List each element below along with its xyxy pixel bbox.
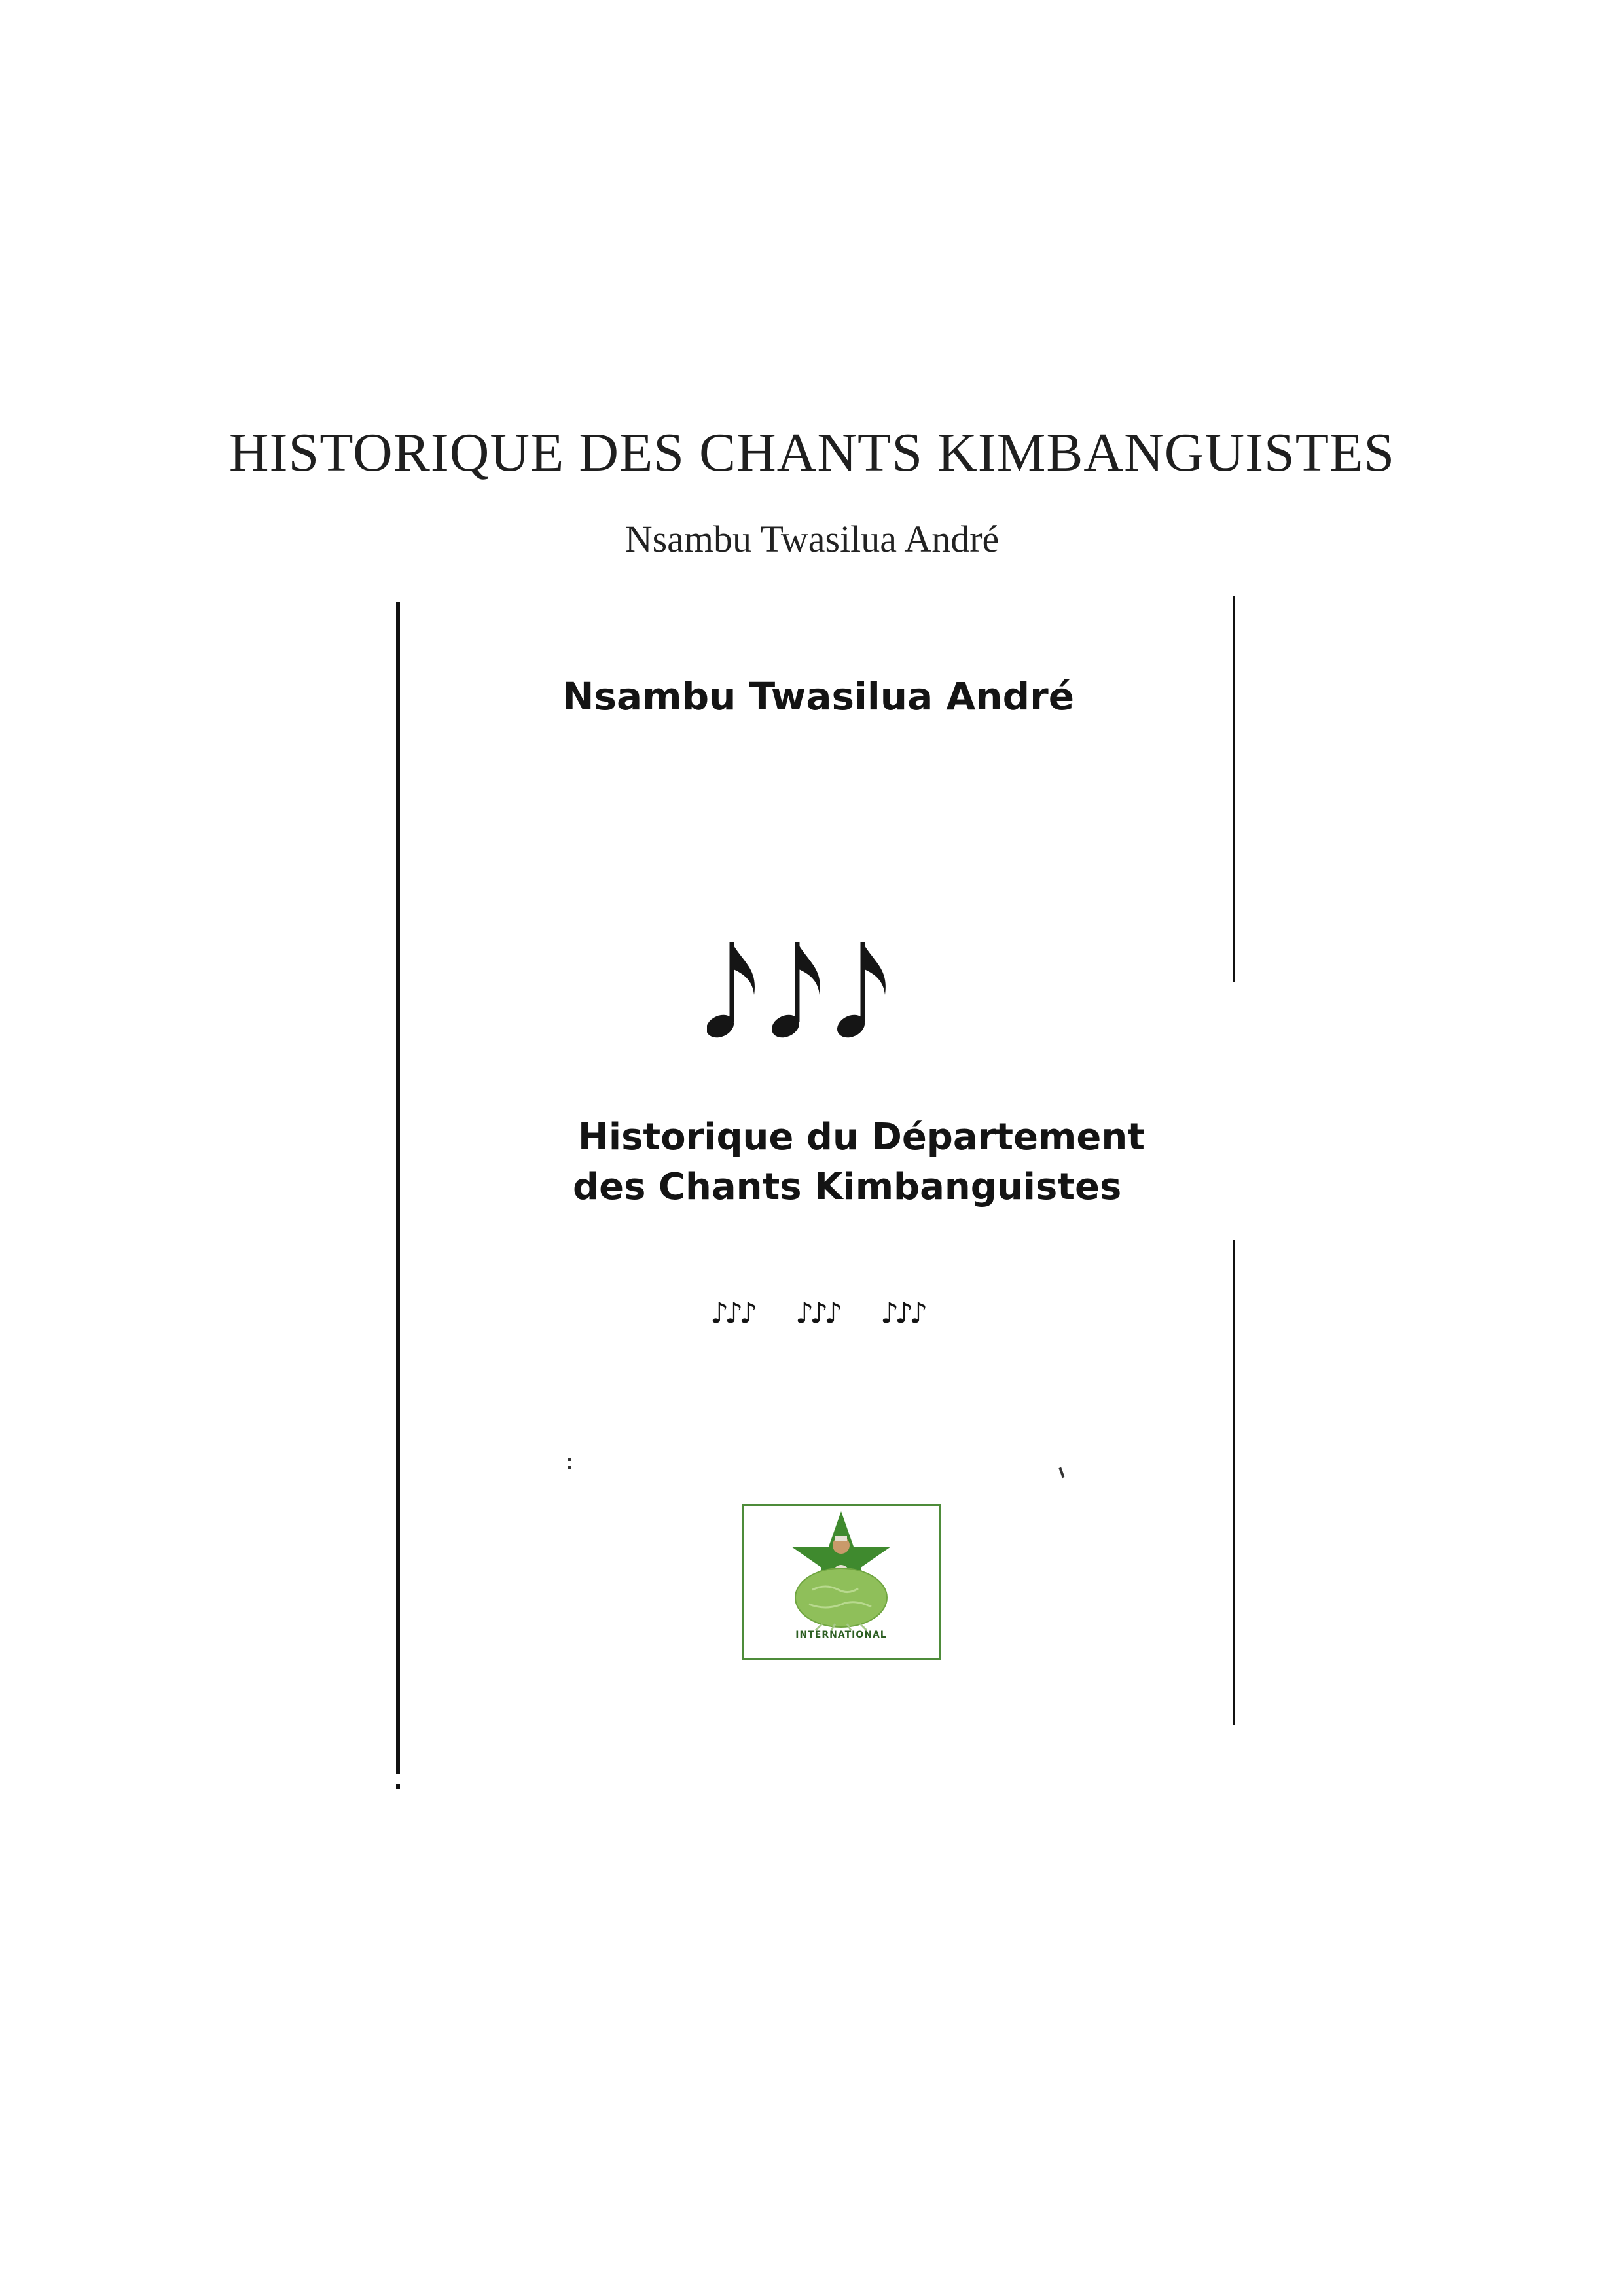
scanned-heading-line2: des Chants Kimbanguistes — [573, 1165, 1122, 1208]
note-group: ♪♪♪ — [795, 1297, 839, 1330]
note-group: ♪♪♪ — [880, 1297, 924, 1330]
scan-border-right-bottom — [1233, 1240, 1235, 1725]
scanned-heading-line1: Historique du Département — [578, 1116, 1146, 1158]
logo-label: INTERNATIONAL — [795, 1630, 887, 1640]
page-author: Nsambu Twasilua André — [624, 518, 1000, 560]
scanned-author: Nsambu Twasilua André — [562, 674, 1075, 719]
scan-border-right-top — [1233, 596, 1235, 982]
page-title: HISTORIQUE DES CHANTS KIMBANGUISTES — [228, 422, 1396, 483]
publisher-logo — [742, 1504, 941, 1660]
eighth-notes-icon — [707, 916, 916, 1047]
note-group: ♪♪♪ — [710, 1297, 754, 1330]
scanned-heading — [573, 1113, 1145, 1211]
scan-border-left-dot — [396, 1784, 400, 1789]
scan-border-left — [396, 602, 400, 1774]
scan-speck — [568, 1458, 571, 1461]
scan-speck — [568, 1466, 571, 1469]
